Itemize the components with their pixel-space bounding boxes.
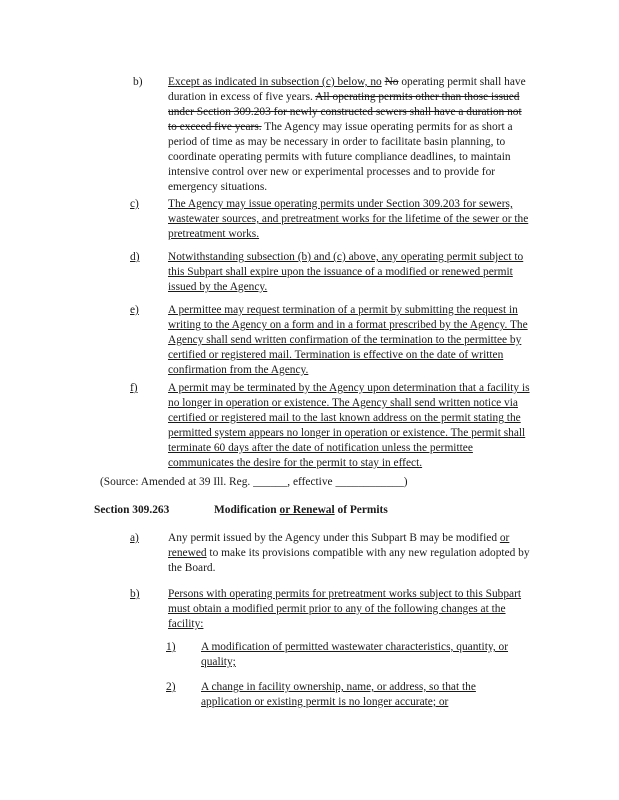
- section263-a-text: [168, 531, 530, 576]
- subsection-d-text: Notwithstanding subsection (b) and (c) above, any operating permit subject to this Subpart shall expire upon the issuance of a modified or renewed permit issued by the Agency.: [168, 251, 524, 293]
- subsection-e-label: e): [130, 304, 139, 316]
- body-text: The Agency may issue operating permits for as short a period of time as may be necessary in order to facilitate basin planning, to coordinate operating permits with future compliance deadlines, to maintain intensive control over new or experimental processes and to provide for emergency situations.: [168, 121, 513, 193]
- item-1-text: A modification of permitted wastewater characteristics, quantity, or quality;: [201, 641, 509, 668]
- inserted-text: Except as indicated in subsection (c) below, no: [168, 76, 382, 88]
- item-2-text: A change in facility ownership, name, or address, so that the application or existing permit is no longer accurate; or: [201, 681, 476, 708]
- section263-a-label: a): [130, 532, 139, 544]
- section-title: [214, 503, 534, 518]
- item-1-label: 1): [166, 641, 176, 653]
- subsection-b-label: b): [133, 76, 143, 88]
- item-2-label: 2): [166, 681, 176, 693]
- section263-b-text: Persons with operating permits for pretreatment works subject to this Subpart must obtain a modified permit prior to any of the following changes at the facility:: [168, 588, 522, 630]
- subsection-c-text: The Agency may issue operating permits under Section 309.203 for sewers, wastewater sources, and pretreatment works for the lifetime of the sewer or the pretreatment works.: [168, 198, 529, 240]
- subsection-d-label: d): [130, 251, 140, 263]
- title-inserted: or Renewal: [279, 504, 335, 516]
- section263-b-label: b): [130, 588, 140, 600]
- subsection-f-text: A permit may be terminated by the Agency upon determination that a facility is no longer in operation or existence. The Agency shall send written notice via certified or registered mail to the last known address on the permit stating the permitted system appears no longer in operation or existence. The permit shall terminate 60 days after the date of notification unless the permittee communicates the desire for the permit to stay in effect.: [168, 382, 530, 469]
- inserted-text: or renewed: [168, 532, 510, 559]
- section-number: Section 309.263: [94, 504, 170, 516]
- body-text: to make its provisions compatible with any new regulation adopted by the Board.: [168, 547, 530, 574]
- title-part: Modification: [214, 504, 280, 516]
- body-text: operating permit shall have duration in excess of five years.: [168, 76, 526, 103]
- deleted-text: No: [384, 76, 399, 88]
- title-part: of Permits: [334, 504, 388, 516]
- subsection-f-label: f): [130, 382, 138, 394]
- subsection-b-text: [168, 75, 530, 195]
- deleted-text: All operating permits other than those issued under Section 309.203 for newly constructed sewers shall have a duration not to exceed five years.: [168, 91, 522, 133]
- source-note: (Source: Amended at 39 Ill. Reg. ______, effective ____________): [100, 476, 408, 488]
- subsection-c-label: c): [130, 198, 139, 210]
- subsection-e-text: A permittee may request termination of a permit by submitting the request in writing to the Agency on a form and in a format prescribed by the Agency. The Agency shall send written confirmation of the termination to the permittee by certified or registered mail. Termination is effective on the date of written confirmation from the Agency.: [168, 304, 528, 376]
- body-text: Any permit issued by the Agency under this Subpart B may be modified: [168, 532, 500, 544]
